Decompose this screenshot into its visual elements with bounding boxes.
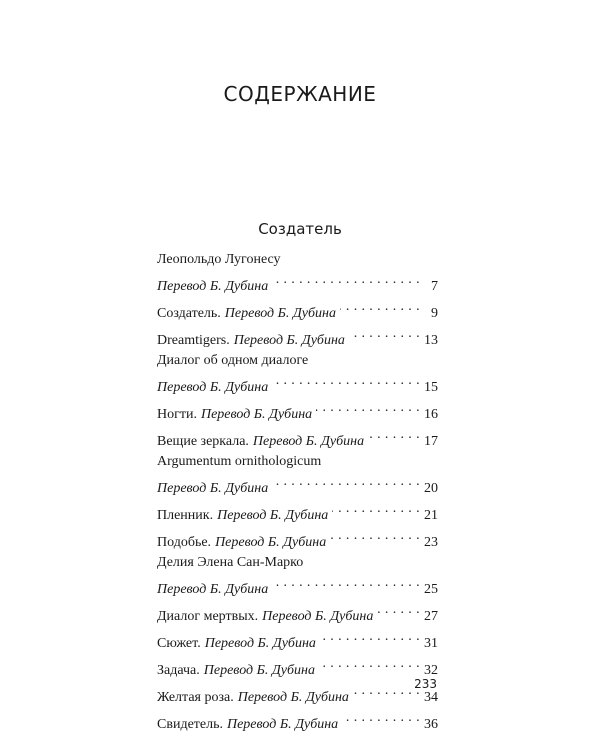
- toc-entry: [157, 627, 438, 651]
- toc-entry-translator: Перевод Б. Дубина: [233, 333, 345, 348]
- toc-entry: [157, 526, 438, 550]
- dot-leader: [349, 324, 420, 344]
- toc-entry-page: 7: [431, 279, 438, 294]
- toc-entry-translator: Перевод Б. Дубина: [157, 481, 269, 496]
- toc-entry-page: 15: [424, 380, 438, 395]
- toc-entry-translator: Перевод Б. Дубина: [224, 306, 336, 321]
- toc-entry-page: 20: [424, 481, 438, 496]
- toc-entry-title: Вещие зеркала.: [157, 434, 249, 449]
- dot-leader: [368, 425, 420, 445]
- toc-entry-page: 34: [424, 690, 438, 705]
- toc-entry-title: Ногти.: [157, 407, 197, 422]
- toc-entry-title: Пленник.: [157, 508, 214, 523]
- toc-entry-page: 23: [424, 535, 438, 550]
- dot-leader: [342, 708, 420, 728]
- toc-entry-page: 27: [424, 609, 438, 624]
- toc-entry: [157, 452, 438, 496]
- toc-entry-translator: Перевод Б. Дубина: [226, 717, 339, 732]
- dot-leader: [272, 270, 420, 290]
- toc-entry-translator: Перевод Б. Дубина: [203, 663, 315, 678]
- toc-entry-page: 21: [424, 508, 438, 523]
- dot-leader: [377, 600, 420, 620]
- toc-entry-page: 16: [424, 407, 438, 422]
- toc-entry-title: Леопольдо Лугонесу: [157, 252, 281, 267]
- dot-leader: [272, 573, 420, 593]
- toc-entry-translator: Перевод Б. Дубина: [215, 535, 327, 550]
- toc-entry: [157, 499, 438, 523]
- page-title: СОДЕРЖАНИЕ: [223, 82, 377, 106]
- toc-entry: [157, 600, 438, 624]
- toc-entry-title: Диалог об одном диалоге: [157, 353, 309, 368]
- toc-entry-translator: Перевод Б. Дубина: [157, 279, 269, 294]
- toc-entry-page: 17: [424, 434, 438, 449]
- toc-entry-title: Подобье.: [157, 535, 212, 550]
- toc-entry-title: Argumentum ornithologicum: [157, 454, 322, 469]
- toc-entry-title: Dreamtigers.: [157, 333, 230, 348]
- toc-entry: [157, 297, 438, 321]
- toc-entry: [157, 425, 438, 449]
- dot-leader: [316, 398, 420, 418]
- dot-leader: [330, 526, 420, 546]
- dot-leader: [332, 499, 420, 519]
- dot-leader: [319, 654, 420, 674]
- toc-entry-page: 36: [424, 717, 438, 732]
- toc-entry-page: 31: [424, 636, 438, 651]
- toc-entry-title: Диалог мертвых.: [157, 609, 259, 624]
- dot-leader: [340, 297, 420, 317]
- toc-entry-translator: Перевод Б. Дубина: [252, 434, 365, 449]
- toc-entry-title: Делия Элена Сан-Марко: [157, 555, 304, 570]
- toc-entry: [157, 398, 438, 422]
- toc-entry-page: 13: [424, 333, 438, 348]
- page-number: 233: [414, 677, 437, 691]
- toc-entry-title: Желтая роза.: [157, 690, 234, 705]
- toc-entry-page: 25: [424, 582, 438, 597]
- toc-entry-translator: Перевод Б. Дубина: [157, 380, 269, 395]
- table-of-contents: [157, 250, 438, 735]
- toc-entry: [157, 708, 438, 732]
- toc-entry: [157, 250, 438, 294]
- dot-leader: [320, 627, 420, 647]
- toc-entry-page: 32: [424, 663, 438, 678]
- toc-entry-translator: Перевод Б. Дубина: [217, 508, 329, 523]
- toc-entry-title: Свидетель.: [157, 717, 223, 732]
- toc-entry-translator: Перевод Б. Дубина: [200, 407, 313, 422]
- toc-entry-title: Задача.: [157, 663, 200, 678]
- toc-entry-translator: Перевод Б. Дубина: [262, 609, 374, 624]
- toc-entry: [157, 654, 438, 678]
- dot-leader: [272, 472, 420, 492]
- dot-leader: [272, 371, 420, 391]
- toc-entry-translator: Перевод Б. Дубина: [204, 636, 316, 651]
- toc-entry-translator: Перевод Б. Дубина: [157, 582, 269, 597]
- toc-entry: [157, 351, 438, 395]
- toc-entry-title: Создатель.: [157, 306, 221, 321]
- section-title: Создатель: [258, 220, 342, 238]
- toc-entry-page: 9: [431, 306, 438, 321]
- toc-entry-title: Сюжет.: [157, 636, 201, 651]
- toc-entry: [157, 324, 438, 348]
- toc-entry: [157, 553, 438, 597]
- toc-entry-translator: Перевод Б. Дубина: [237, 690, 349, 705]
